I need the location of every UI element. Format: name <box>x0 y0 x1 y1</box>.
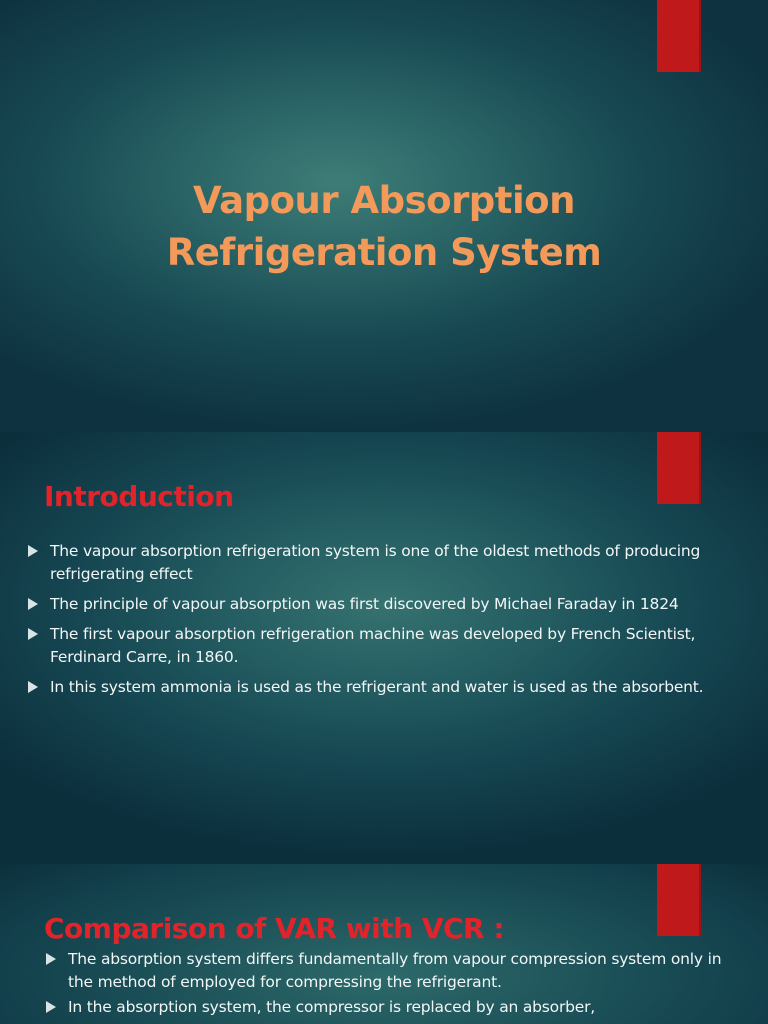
accent-bar <box>657 864 701 936</box>
bullet-list <box>28 540 728 706</box>
slide-title-text <box>0 175 768 279</box>
triangle-right-icon <box>28 681 38 693</box>
triangle-right-icon <box>28 628 38 640</box>
list-item <box>28 593 728 616</box>
bullet-text: The first vapour absorption refrigeration machine was developed by French Scientist, Ferdinard Carre, in 1860. <box>50 625 696 666</box>
slide-introduction <box>0 432 768 864</box>
list-item <box>46 996 726 1019</box>
triangle-right-icon <box>46 1001 56 1013</box>
accent-bar <box>657 432 701 504</box>
accent-bar <box>657 0 701 72</box>
bullet-text: In the absorption system, the compressor is replaced by an absorber, <box>68 998 595 1016</box>
bullet-text: In this system ammonia is used as the refrigerant and water is used as the absorbent. <box>50 678 704 696</box>
slide-heading: Comparison of VAR with VCR : <box>44 912 505 946</box>
slide-title <box>0 0 768 432</box>
bullet-list <box>46 948 726 1021</box>
slide-heading: Introduction <box>44 480 234 514</box>
slide-comparison <box>0 864 768 1024</box>
list-item <box>28 540 728 586</box>
triangle-right-icon <box>28 545 38 557</box>
bullet-text: The principle of vapour absorption was first discovered by Michael Faraday in 1824 <box>50 595 679 613</box>
bullet-text: The vapour absorption refrigeration system is one of the oldest methods of producing refrigerating effect <box>50 542 701 583</box>
title-line-1: Vapour Absorption <box>193 178 575 222</box>
title-line-2: Refrigeration System <box>166 230 602 274</box>
triangle-right-icon <box>46 953 56 965</box>
triangle-right-icon <box>28 598 38 610</box>
bullet-text: The absorption system differs fundamentally from vapour compression system only in the method of employed for compressing the refrigerant. <box>68 950 722 991</box>
list-item <box>28 623 728 669</box>
list-item <box>46 948 726 994</box>
list-item <box>28 676 728 699</box>
